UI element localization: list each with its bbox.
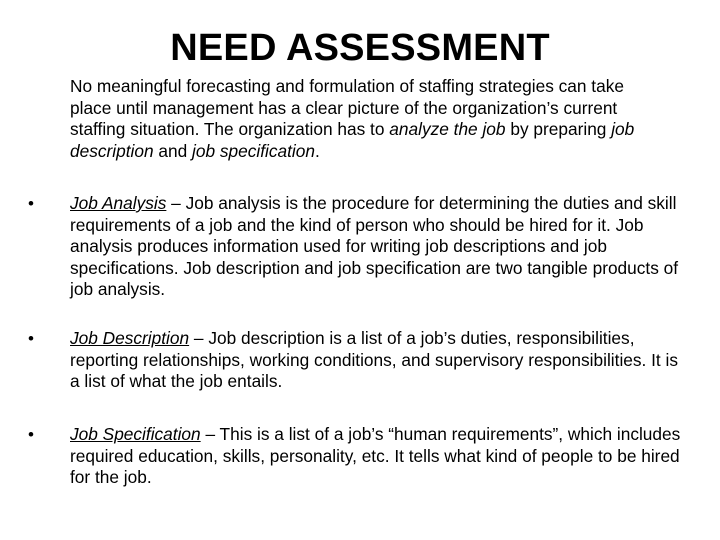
intro-text-and: and — [153, 140, 193, 161]
intro-text-start: No meaningful forecasting and formulation of staffing strategies can take place until management has a clear picture of the organization’s current staffing situation. The organization has to — [70, 76, 624, 139]
intro-emphasis-specification: job specification — [192, 140, 315, 161]
bullet-job-description — [28, 328, 688, 393]
bullet-body — [70, 193, 688, 301]
bullet-job-specification — [28, 424, 688, 489]
bullet-dot-icon: • — [28, 329, 34, 348]
bullet-text: – This is a list of a job’s “human requirements”, which includes required education, skills, personality, etc. It tells what kind of people to be hired for the job. — [70, 424, 681, 487]
bullet-term: Job Specification — [70, 424, 201, 444]
bullet-term: Job Description — [70, 328, 190, 348]
intro-text-mid: by preparing — [505, 119, 612, 139]
intro-emphasis-description: job description — [70, 119, 635, 161]
bullet-dot-icon: • — [28, 425, 34, 444]
bullet-body — [70, 424, 688, 489]
bullet-body — [70, 328, 688, 393]
bullet-text: – Job description is a list of a job’s duties, responsibilities, reporting relationships, working conditions, and supervisory responsibilities. It is a list of what the job entails. — [70, 328, 679, 391]
bullet-job-analysis — [28, 193, 688, 301]
bullet-term: Job Analysis — [70, 193, 167, 213]
bullet-dot-icon: • — [28, 194, 34, 213]
intro-emphasis-analyze: analyze the job — [389, 119, 506, 139]
slide-title: NEED ASSESSMENT — [170, 27, 550, 69]
intro-text-end: . — [314, 140, 320, 161]
bullet-text: – Job analysis is the procedure for determining the duties and skill requirements of a job and the kind of person who should be hired for it. Job analysis produces information used for writing job descriptions and job specifications. Job description and job specification are two tangible products of job analysis. — [70, 193, 679, 299]
intro-paragraph — [70, 76, 670, 162]
